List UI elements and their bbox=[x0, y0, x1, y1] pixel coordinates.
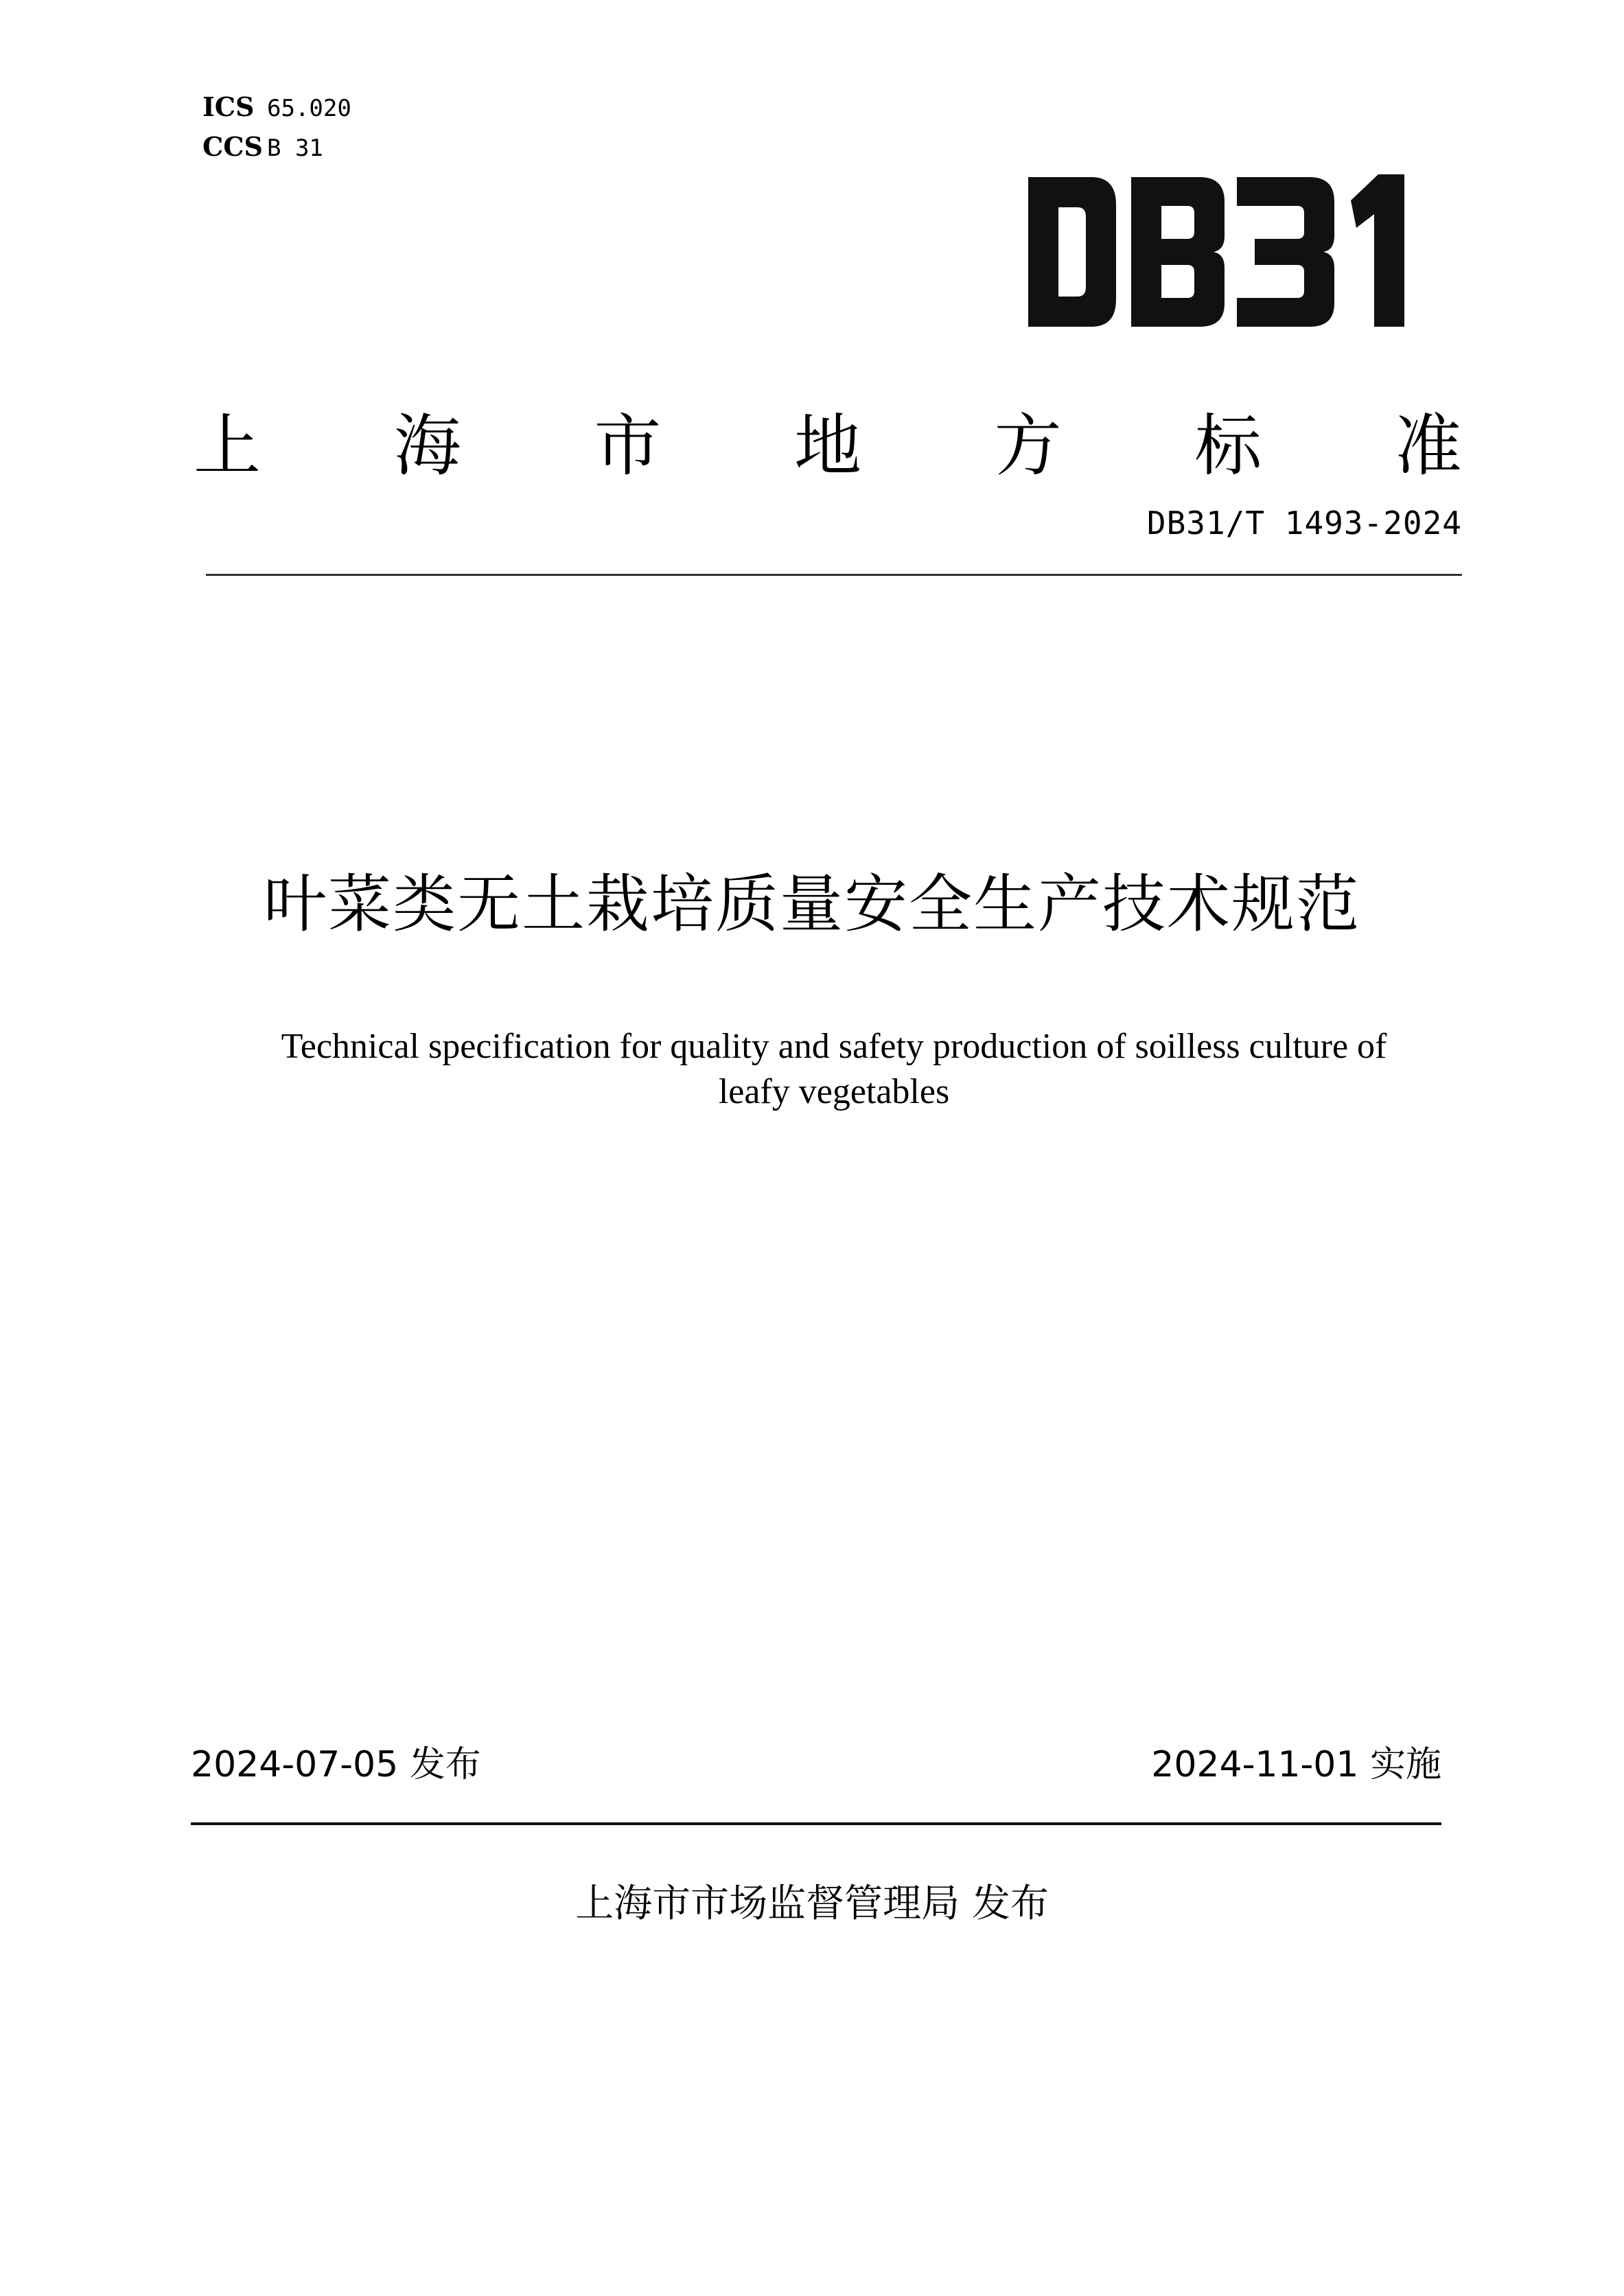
db31-logo bbox=[1028, 173, 1433, 331]
standard-type-char: 海 bbox=[393, 407, 461, 485]
logo-letter-d bbox=[1028, 177, 1116, 327]
publisher: 上海市市场监督管理局 发布 bbox=[575, 1881, 1049, 1926]
standard-number: DB31/T 1493-2024 bbox=[1146, 505, 1462, 542]
title-en-line: Technical specification for quality and safety production of soilless culture of bbox=[281, 1027, 1387, 1066]
logo-digit-3 bbox=[1237, 177, 1334, 327]
implementation-date: 2024-11-01 实施 bbox=[1151, 1744, 1441, 1785]
ics-value: 65.020 bbox=[267, 95, 351, 122]
document-title-en bbox=[206, 1024, 1462, 1115]
ccs-label: CCS bbox=[202, 131, 263, 162]
title-en-line: leafy vegetables bbox=[718, 1072, 950, 1111]
standard-type-char: 地 bbox=[793, 407, 861, 485]
classification-codes bbox=[202, 88, 351, 167]
ccs-value: B 31 bbox=[267, 135, 323, 162]
logo-letter-b bbox=[1131, 177, 1225, 327]
standard-type-char: 标 bbox=[1194, 407, 1262, 485]
standard-type-char: 准 bbox=[1394, 407, 1462, 485]
ics-label: ICS bbox=[202, 91, 255, 122]
ics-row bbox=[202, 88, 351, 128]
logo-digit-1 bbox=[1351, 174, 1404, 327]
ccs-row bbox=[202, 128, 351, 167]
standard-type-char: 方 bbox=[994, 407, 1062, 485]
issue-date: 2024-07-05 发布 bbox=[191, 1744, 481, 1785]
document-title-zh: 叶菜类无土栽培质量安全生产技术规范 bbox=[263, 868, 1360, 941]
header-divider bbox=[206, 574, 1462, 576]
standard-type-char: 上 bbox=[194, 407, 262, 485]
standard-type-char: 市 bbox=[594, 407, 662, 485]
standard-type-heading bbox=[194, 405, 1462, 487]
footer-divider bbox=[191, 1822, 1441, 1825]
